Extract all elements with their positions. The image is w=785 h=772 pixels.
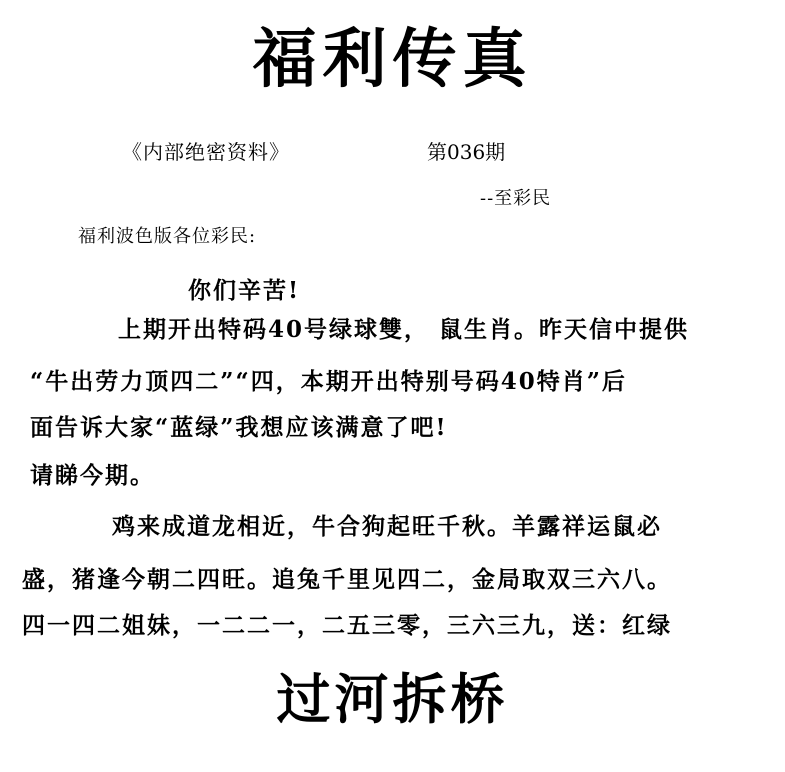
- page-title: 福利传真: [252, 22, 533, 97]
- salutation: 福利波色版各位彩民:: [78, 226, 257, 247]
- body-line: 请睇今期。: [30, 462, 155, 489]
- document-subtitle: 《内部绝密资料》: [122, 140, 290, 164]
- body-line: 盛，猪逢今朝二四旺。追兔千里见四二，金局取双三六八。: [22, 566, 672, 593]
- body-line: 上期开出特码40号绿球雙， 鼠生肖。昨天信中提供: [118, 316, 690, 343]
- body-line: 鸡来成道龙相近，牛合狗起旺千秋。羊露祥运鼠必: [112, 513, 662, 540]
- body-line: “牛出劳力顶四二”“四，本期开出特别号码40特肖”后: [30, 368, 627, 395]
- body-line: 面告诉大家“蓝绿”我想应该满意了吧!: [30, 414, 448, 441]
- body-line: 四一四二姐妹，一二二一，二五三零，三六三九，送：红绿: [22, 612, 672, 639]
- greeting: 你们辛苦!: [188, 277, 301, 304]
- signature: --至彩民: [480, 188, 552, 209]
- issue-number: 第036期: [427, 140, 506, 164]
- footer-title: 过河拆桥: [276, 667, 509, 731]
